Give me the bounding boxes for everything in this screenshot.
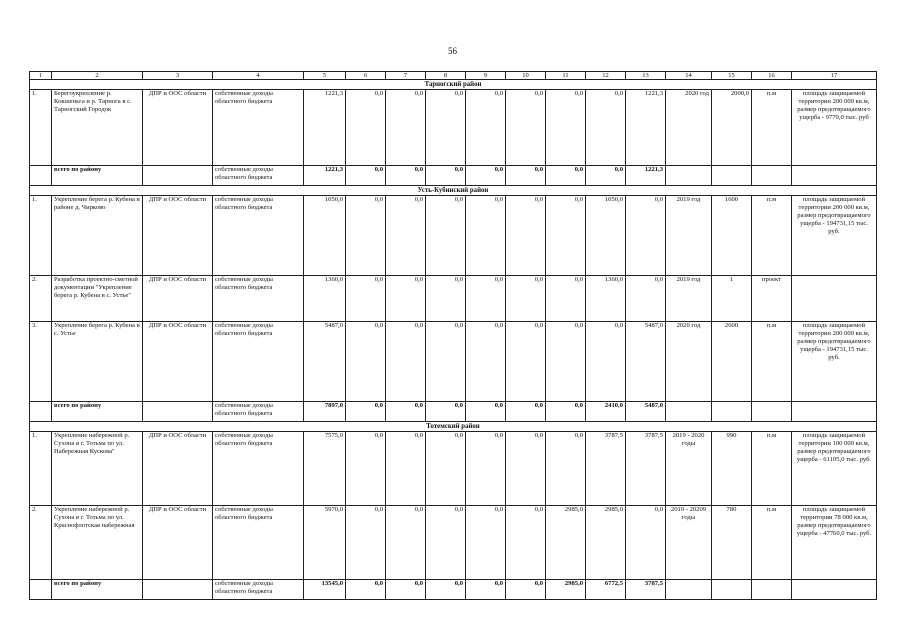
cell-capacity: 1 (712, 276, 752, 322)
district-total-row (30, 580, 877, 600)
cell-total: 5970,0 (304, 506, 346, 580)
cell-capacity: 780 (712, 506, 752, 580)
cell-unit: п.м (752, 506, 792, 580)
cell-value: 2410,0 (586, 402, 626, 422)
column-number: 3 (143, 72, 213, 80)
column-number: 7 (386, 72, 426, 80)
cell-period: 2019 - 2020 годы (666, 432, 712, 506)
cell-value: 0,0 (466, 402, 506, 422)
cell-value: 0,0 (346, 276, 386, 322)
cell-capacity: 1600 (712, 196, 752, 276)
column-number-row (30, 72, 877, 80)
row-number: 1. (30, 196, 52, 276)
cell-value: 0,0 (586, 90, 626, 166)
cell-value: 0,0 (506, 196, 546, 276)
cell-unit: п.м (752, 196, 792, 276)
cell-period: 2020 год (666, 322, 712, 402)
cell-capacity: 2600 (712, 322, 752, 402)
cell-value: 0,0 (386, 276, 426, 322)
project-name: Берегоукрепление р. Кокшеньга и р. Тарнога в с. Тарногский Городок (52, 90, 143, 166)
cell-value: 0,0 (546, 322, 586, 402)
cell-value: 0,0 (626, 196, 666, 276)
district-total-row (30, 402, 877, 422)
executor: ДПР и ООС области (143, 506, 213, 580)
cell-effect: площадь защищаемой территории 78 000 кв.м, размер предотвращаемого ущерба - 47760,0 тыс. руб. (792, 506, 877, 580)
cell-capacity: 2000,0 (712, 90, 752, 166)
column-number: 11 (546, 72, 586, 80)
district-total-row (30, 166, 877, 186)
cell-value: 0,0 (506, 166, 546, 186)
column-number: 1 (30, 72, 52, 80)
total-label: всего по району (52, 166, 143, 186)
district-name: Тотемский район (30, 422, 877, 432)
executor: ДПР и ООС области (143, 432, 213, 506)
cell-value: 0,0 (506, 276, 546, 322)
cell-value: 0,0 (466, 322, 506, 402)
cell-value: 1221,3 (626, 90, 666, 166)
cell-unit: п.м (752, 90, 792, 166)
cell-value: 0,0 (426, 506, 466, 580)
cell-value: 0,0 (346, 402, 386, 422)
cell-period: 2019 год (666, 276, 712, 322)
cell-unit: п.м (752, 432, 792, 506)
cell-total: 1221,3 (304, 90, 346, 166)
funding-source: собственные доходы областного бюджета (213, 580, 304, 600)
district-name: Усть-Кубинский район (30, 186, 877, 196)
cell-value: 0,0 (546, 166, 586, 186)
cell-value: 6772,5 (586, 580, 626, 600)
row-number: 1. (30, 90, 52, 166)
cell-value: 0,0 (626, 506, 666, 580)
total-label: всего по району (52, 402, 143, 422)
column-number: 6 (346, 72, 386, 80)
cell-value: 0,0 (346, 432, 386, 506)
cell-value: 1221,3 (626, 166, 666, 186)
cell-total: 1221,3 (304, 166, 346, 186)
cell-value: 5487,0 (626, 322, 666, 402)
district-header-row (30, 422, 877, 432)
cell-effect: площадь защищаемой территории 200 000 кв.м, размер предотвращаемого ущерба - 9770,0 тыс. руб (792, 90, 877, 166)
cell-value: 0,0 (426, 166, 466, 186)
cell-value: 0,0 (466, 90, 506, 166)
funding-source: собственные доходы областного бюджета (213, 196, 304, 276)
cell-value: 5487,0 (626, 402, 666, 422)
project-name: Разработка проектно-сметной документации "Укрепление берега р. Кубена в с. Устье" (52, 276, 143, 322)
table-row (30, 276, 877, 322)
table-row (30, 506, 877, 580)
cell-value: 0,0 (466, 506, 506, 580)
cell-effect (792, 276, 877, 322)
cell-value: 0,0 (426, 90, 466, 166)
funding-source: собственные доходы областного бюджета (213, 166, 304, 186)
district-header-row (30, 80, 877, 90)
executor: ДПР и ООС области (143, 196, 213, 276)
cell-value: 0,0 (506, 432, 546, 506)
cell-value: 3787,5 (586, 432, 626, 506)
cell-capacity: 990 (712, 432, 752, 506)
cell-effect: площадь защищаемой территории 200 000 кв.м, размер предотвращаемого ущерба - 194731,15 тыс. руб. (792, 322, 877, 402)
cell-value: 2985,0 (546, 506, 586, 580)
cell-value: 0,0 (546, 432, 586, 506)
cell-value: 2985,0 (546, 580, 586, 600)
district-name: Тарногский район (30, 80, 877, 90)
cell-total: 7575,0 (304, 432, 346, 506)
project-name: Укрепление набережной р. Сухона в г. Тотьма по ул. Краснофлотская набережная (52, 506, 143, 580)
column-number: 13 (626, 72, 666, 80)
cell-value: 0,0 (586, 322, 626, 402)
cell-total: 5487,0 (304, 322, 346, 402)
cell-value: 0,0 (386, 166, 426, 186)
cell-value: 1050,0 (586, 196, 626, 276)
cell-value: 0,0 (546, 90, 586, 166)
cell-unit: п.м (752, 322, 792, 402)
column-number: 12 (586, 72, 626, 80)
cell-value: 0,0 (346, 506, 386, 580)
cell-value: 0,0 (386, 322, 426, 402)
cell-value: 0,0 (546, 402, 586, 422)
column-number: 14 (666, 72, 712, 80)
funding-source: собственные доходы областного бюджета (213, 90, 304, 166)
cell-value: 0,0 (506, 580, 546, 600)
column-number: 15 (712, 72, 752, 80)
cell-value: 0,0 (346, 90, 386, 166)
funding-source: собственные доходы областного бюджета (213, 276, 304, 322)
cell-value: 0,0 (546, 276, 586, 322)
column-number: 17 (792, 72, 877, 80)
cell-total: 1360,0 (304, 276, 346, 322)
cell-period: 2019 год (666, 196, 712, 276)
row-number: 1. (30, 432, 52, 506)
column-number: 9 (466, 72, 506, 80)
cell-value: 0,0 (386, 196, 426, 276)
executor: ДПР и ООС области (143, 322, 213, 402)
page-number: 56 (448, 46, 457, 56)
column-number: 2 (52, 72, 143, 80)
total-label: всего по району (52, 580, 143, 600)
cell-value: 0,0 (546, 196, 586, 276)
column-number: 16 (752, 72, 792, 80)
cell-value: 1360,0 (586, 276, 626, 322)
cell-value: 0,0 (386, 432, 426, 506)
cell-value: 0,0 (346, 322, 386, 402)
cell-value: 0,0 (386, 90, 426, 166)
column-number: 5 (304, 72, 346, 80)
column-number: 10 (506, 72, 546, 80)
cell-value: 0,0 (386, 580, 426, 600)
cell-value: 0,0 (506, 402, 546, 422)
cell-value: 0,0 (466, 276, 506, 322)
cell-value: 0,0 (346, 166, 386, 186)
cell-value: 0,0 (386, 506, 426, 580)
cell-total: 1050,0 (304, 196, 346, 276)
table-row (30, 90, 877, 166)
cell-value: 0,0 (466, 432, 506, 506)
cell-effect: площадь защищаемой территории 100 000 кв.м, размер предотвращаемого ущерба - 61105,0 тыс. руб. (792, 432, 877, 506)
budget-table (29, 71, 877, 600)
cell-unit: проект (752, 276, 792, 322)
cell-value: 0,0 (506, 90, 546, 166)
funding-source: собственные доходы областного бюджета (213, 432, 304, 506)
cell-value: 0,0 (386, 402, 426, 422)
project-name: Укрепление берега р. Кубена в с. Устье (52, 322, 143, 402)
executor: ДПР и ООС области (143, 276, 213, 322)
cell-value: 0,0 (506, 322, 546, 402)
cell-value: 0,0 (426, 196, 466, 276)
column-number: 4 (213, 72, 304, 80)
cell-value: 0,0 (426, 580, 466, 600)
executor: ДПР и ООС области (143, 90, 213, 166)
project-name: Укрепление набережной р. Сухона в г. Тотьма по ул. Набережная Кускова" (52, 432, 143, 506)
cell-value: 0,0 (466, 196, 506, 276)
table-row (30, 432, 877, 506)
cell-value: 0,0 (506, 506, 546, 580)
row-number: 2. (30, 506, 52, 580)
cell-value: 0,0 (426, 432, 466, 506)
cell-value: 0,0 (426, 276, 466, 322)
cell-total: 7897,0 (304, 402, 346, 422)
column-number: 8 (426, 72, 466, 80)
funding-source: собственные доходы областного бюджета (213, 506, 304, 580)
cell-value: 0,0 (466, 580, 506, 600)
funding-source: собственные доходы областного бюджета (213, 402, 304, 422)
row-number: 3. (30, 322, 52, 402)
table-row (30, 196, 877, 276)
cell-value: 0,0 (346, 196, 386, 276)
district-header-row (30, 186, 877, 196)
cell-value: 0,0 (426, 402, 466, 422)
row-number: 2. (30, 276, 52, 322)
cell-value: 3787,5 (626, 432, 666, 506)
cell-value: 0,0 (586, 166, 626, 186)
cell-value: 0,0 (626, 276, 666, 322)
cell-period: 2019 - 20209 годы (666, 506, 712, 580)
project-name: Укрепление берега р. Кубена в районе д. Чирково (52, 196, 143, 276)
table-row (30, 322, 877, 402)
cell-period: 2020 год (666, 90, 712, 166)
cell-value: 0,0 (426, 322, 466, 402)
cell-value: 0,0 (346, 580, 386, 600)
funding-source: собственные доходы областного бюджета (213, 322, 304, 402)
cell-value: 2985,0 (586, 506, 626, 580)
cell-total: 13545,0 (304, 580, 346, 600)
cell-value: 0,0 (466, 166, 506, 186)
cell-effect: площадь защищаемой территории 200 000 кв.м, размер предотвращаемого ущерба - 194731,15 тыс. руб. (792, 196, 877, 276)
cell-value: 3787,5 (626, 580, 666, 600)
